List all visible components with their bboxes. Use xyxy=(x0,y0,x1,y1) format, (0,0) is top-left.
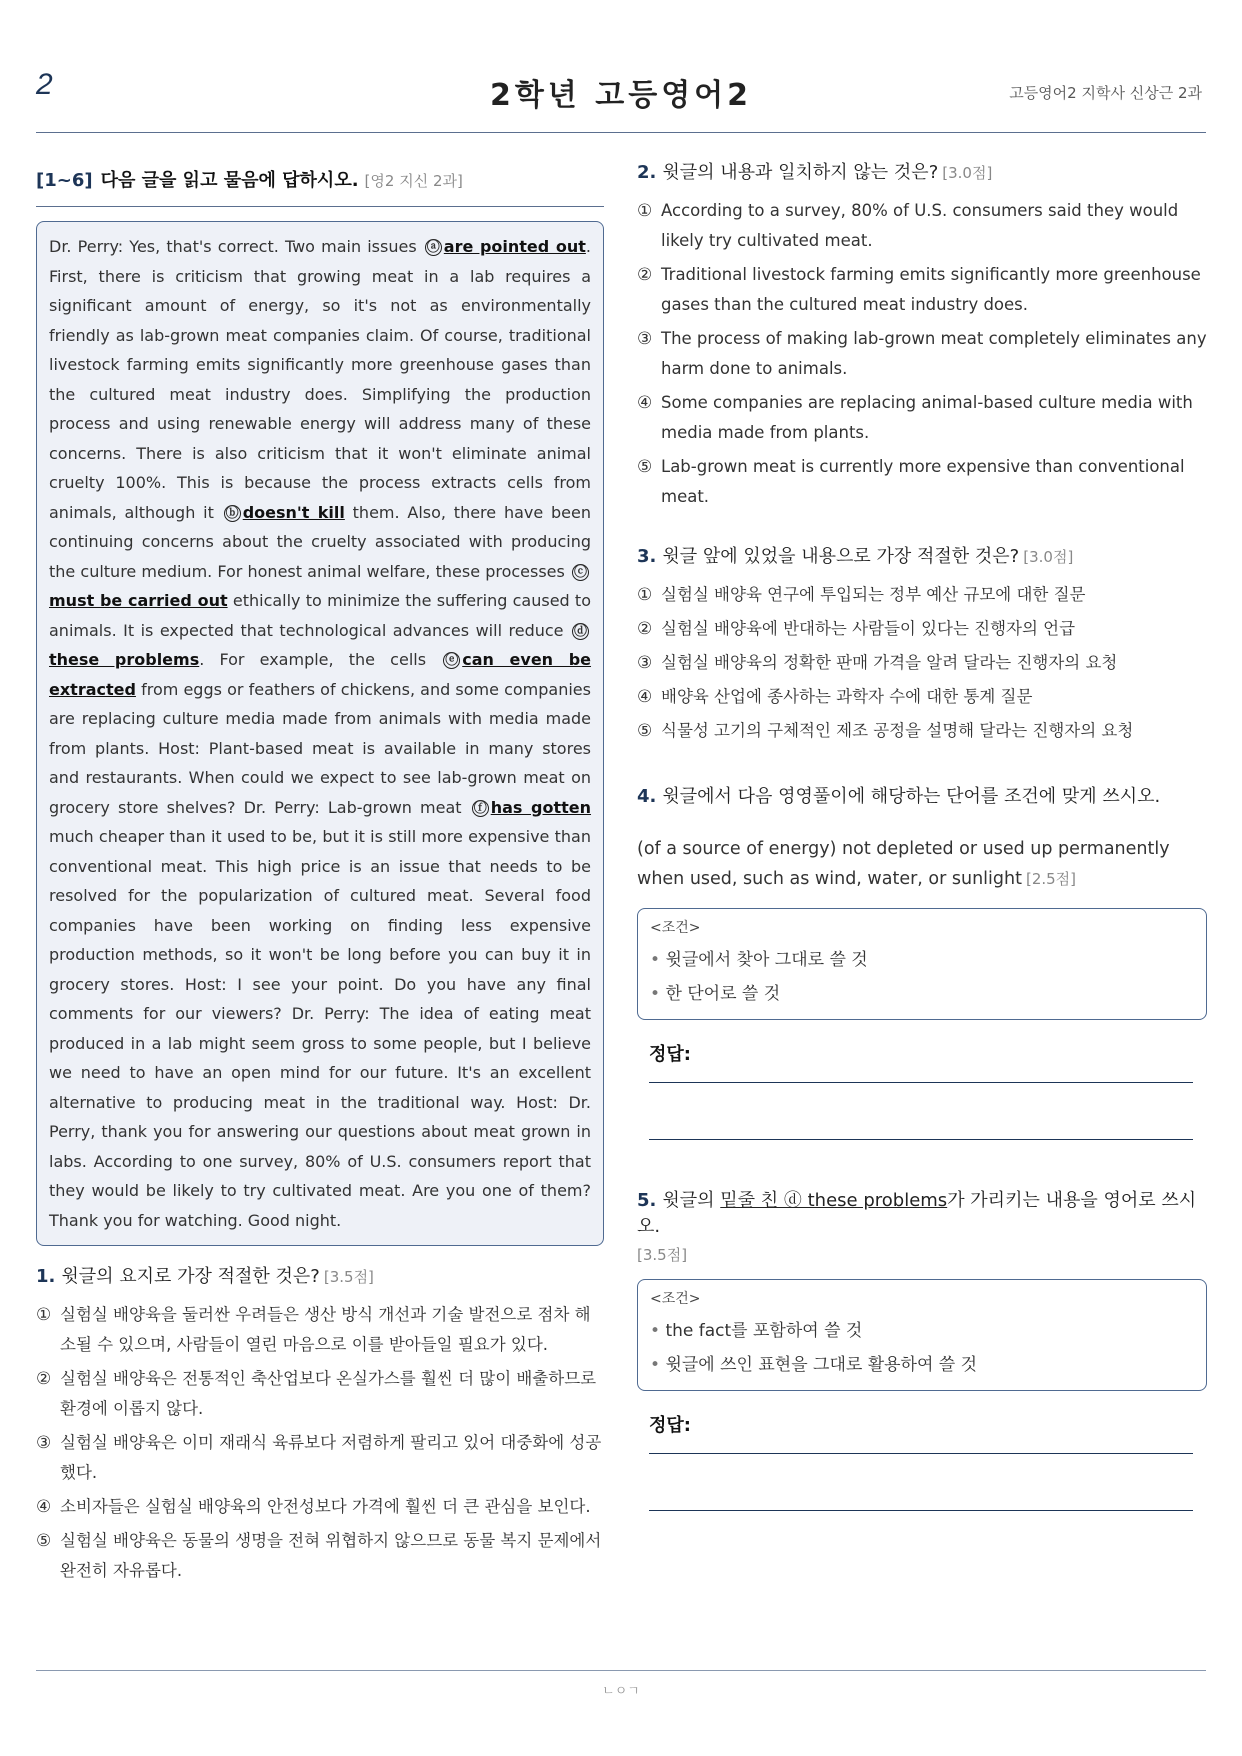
question-5 xyxy=(637,1186,1207,1511)
page-meta: 고등영어2 지학사 신상근 2과 xyxy=(1009,84,1202,102)
left-column xyxy=(36,166,604,1590)
underlined-f: has gotten xyxy=(490,797,592,817)
condition-item: • 한 단어로 쓸 것 xyxy=(650,977,1194,1011)
option-text: The process of making lab-grown meat completely eliminates any harm done to animals. xyxy=(661,329,1207,378)
question-text: 윗글 앞에 있었을 내용으로 가장 적절한 것은? xyxy=(662,546,1020,567)
definition: (of a source of energy) not depleted or used up permanently when used, such as wind, water, or sunlight xyxy=(637,839,1170,889)
option-text: 실험실 배양육은 이미 재래식 육류보다 저렴하게 팔리고 있어 대중화에 성공했다. xyxy=(60,1433,602,1482)
option-2[interactable] xyxy=(36,1364,604,1424)
conditions-box xyxy=(637,1279,1207,1391)
page-number: 2 xyxy=(36,68,53,101)
option-text: Some companies are replacing animal-based culture media with media made from plants. xyxy=(661,393,1193,442)
conditions-label: <조건> xyxy=(650,1291,701,1307)
answer-label: 정답: xyxy=(649,1044,691,1065)
option-2[interactable] xyxy=(637,260,1207,320)
underlined-a: are pointed out xyxy=(443,237,586,256)
option-mark: ④ xyxy=(36,1497,52,1517)
option-mark: ① xyxy=(36,1305,52,1325)
question-points: [3.5점] xyxy=(323,1268,374,1286)
option-5[interactable] xyxy=(637,716,1207,746)
question-number: 2. xyxy=(637,162,657,183)
question-points: [3.5점] xyxy=(637,1246,688,1264)
header-divider xyxy=(36,132,1206,133)
option-mark: ③ xyxy=(637,653,653,673)
option-text: Lab-grown meat is currently more expensive than conventional meat. xyxy=(661,457,1185,506)
footer-divider xyxy=(36,1670,1206,1671)
option-text: 실험실 배양육은 전통적인 축산업보다 온실가스를 훨씬 더 많이 배출하므로 환경에 이롭지 않다. xyxy=(60,1369,597,1418)
question-points: [2.5점] xyxy=(1025,870,1077,888)
option-2[interactable] xyxy=(637,614,1207,644)
option-mark: ③ xyxy=(36,1433,52,1453)
option-mark: ④ xyxy=(637,687,653,707)
question-points: [3.0점] xyxy=(942,164,993,182)
option-4[interactable] xyxy=(637,388,1207,448)
option-text: Traditional livestock farming emits significantly more greenhouse gases than the cultured meat industry does. xyxy=(661,265,1201,314)
section-heading xyxy=(36,166,604,207)
option-mark: ② xyxy=(637,265,653,285)
option-mark: ④ xyxy=(637,393,653,413)
definition-text xyxy=(637,834,1207,894)
marker-c: ⓒ xyxy=(573,564,587,580)
marker-a: ⓐ xyxy=(426,240,440,255)
option-4[interactable] xyxy=(36,1492,604,1522)
passage-text: ethically to minimize the suffering caused to animals. It is expected that technological advances will reduce xyxy=(49,591,591,640)
page-title: 2학년 고등영어2 xyxy=(489,78,753,113)
passage-text: . First, there is criticism that growing meat in a lab requires a significant amount of energy, so it's not as environmentally friendly as lab-grown meat companies claim. Of course, traditional livestock farming emits significantly more greenhouse gases than the cultured meat industry does. Simplifying the production process and using renewable energy will address many of these concerns. There is also criticism that it won't eliminate animal cruelty 100%. This is because the process extracts cells from animals, although it xyxy=(49,237,591,522)
underlined-c: must be carried out xyxy=(49,591,228,610)
option-3[interactable] xyxy=(637,324,1207,384)
option-text: 실험실 배양육에 반대하는 사람들이 있다는 진행자의 언급 xyxy=(661,619,1076,638)
question-number: 1. xyxy=(36,1266,56,1287)
question-title xyxy=(637,542,1207,568)
question-text: 가 가리키는 내용을 영어로 쓰시오. xyxy=(637,1190,1197,1237)
passage-text: them. Also, there have been continuing concerns about the cruelty associated with producing the culture medium. For honest animal welfare, these processes xyxy=(49,502,591,581)
option-text: 소비자들은 실험실 배양육의 안전성보다 가격에 훨씬 더 큰 관심을 보인다. xyxy=(60,1497,591,1516)
underlined-d: these problems xyxy=(49,650,200,669)
underlined-e: can even be extracted xyxy=(49,650,592,699)
option-3[interactable] xyxy=(637,648,1207,678)
option-mark: ② xyxy=(36,1369,52,1389)
underlined-b: doesn't kill xyxy=(242,502,345,522)
option-3[interactable] xyxy=(36,1428,604,1488)
passage-text: much cheaper than it used to be, but it is still more expensive than conventional meat. This high price is an issue that needs to be resolved for the popularization of cultured meat. Several food companies have been working on finding less expensive production methods, so it won't be long before you can buy it in grocery stores. Host: I see your point. Do you have any final comments for our viewers? Dr. Perry: The idea of eating meat produced in a lab might seem gross to some people, but I believe we need to have an open mind for our future. It's an excellent alternative to producing meat in the traditional way. Host: Dr. Perry, thank you for answering our questions about meat grown in labs. According to one survey, 80% of U.S. consumers report that they would be likely to try cultivated meat. Are you one of them? Thank you for watching. Good night. xyxy=(49,827,591,1230)
question-4 xyxy=(637,782,1207,1140)
option-mark: ① xyxy=(637,201,653,221)
question-text: 윗글에서 다음 영영풀이에 해당하는 단어를 조건에 맞게 쓰시오. xyxy=(662,786,1161,807)
question-number: 3. xyxy=(637,546,657,567)
marker-e: ⓔ xyxy=(445,653,459,668)
option-text: 실험실 배양육의 정확한 판매 가격을 알려 달라는 진행자의 요청 xyxy=(661,653,1118,672)
option-mark: ⑤ xyxy=(637,721,653,741)
question-points: [3.0점] xyxy=(1023,548,1074,566)
reading-passage xyxy=(36,221,604,1246)
answer-line[interactable] xyxy=(649,1139,1193,1140)
question-underlined-ref: 밑줄 친 ⓓ these problems xyxy=(720,1190,948,1211)
section-range: [1~6] xyxy=(36,170,93,191)
option-text: According to a survey, 80% of U.S. consumers said they would likely try cultivated meat. xyxy=(661,201,1179,250)
right-column xyxy=(637,158,1207,1511)
question-text: 윗글의 내용과 일치하지 않는 것은? xyxy=(662,162,939,183)
answer-line[interactable] xyxy=(649,1510,1193,1511)
question-title xyxy=(637,782,1207,808)
option-1[interactable] xyxy=(637,196,1207,256)
option-text: 실험실 배양육 연구에 투입되는 정부 예산 규모에 대한 질문 xyxy=(661,585,1086,604)
answer-line[interactable] xyxy=(649,1453,1193,1454)
option-text: 식물성 고기의 구체적인 제조 공정을 설명해 달라는 진행자의 요청 xyxy=(661,721,1134,740)
option-mark: ③ xyxy=(637,329,653,349)
question-text: 윗글의 요지로 가장 적절한 것은? xyxy=(61,1266,320,1287)
passage-text: Dr. Perry: Yes, that's correct. Two main issues xyxy=(49,237,417,256)
option-1[interactable] xyxy=(637,580,1207,610)
condition-item: • the fact를 포함하여 쓸 것 xyxy=(650,1314,1194,1348)
section-source: [영2 지신 2과] xyxy=(364,172,463,190)
marker-b: ⓑ xyxy=(225,505,239,521)
question-text: 윗글의 xyxy=(662,1190,715,1211)
marker-f: ⓕ xyxy=(473,800,487,816)
option-text: 배양육 산업에 종사하는 과학자 수에 대한 통계 질문 xyxy=(661,687,1033,706)
answer-label: 정답: xyxy=(649,1415,691,1436)
option-text: 실험실 배양육은 동물의 생명을 전혀 위협하지 않으므로 동물 복지 문제에서 완전히 자유롭다. xyxy=(60,1531,602,1580)
answer-line[interactable] xyxy=(649,1082,1193,1083)
option-text: 실험실 배양육을 둘러싼 우려들은 생산 방식 개선과 기술 발전으로 점차 해소될 수 있으며, 사람들이 열린 마음으로 이를 받아들일 필요가 있다. xyxy=(60,1305,591,1354)
footer-mark: ㄴㅇㄱ xyxy=(602,1684,640,1699)
conditions-label: <조건> xyxy=(650,920,701,936)
section-title: 다음 글을 읽고 물음에 답하시오. xyxy=(100,170,359,191)
conditions-box xyxy=(637,908,1207,1020)
condition-item: • 윗글에 쓰인 표현을 그대로 활용하여 쓸 것 xyxy=(650,1348,1194,1382)
option-mark: ① xyxy=(637,585,653,605)
option-mark: ⑤ xyxy=(637,457,653,477)
option-mark: ② xyxy=(637,619,653,639)
question-3 xyxy=(637,542,1207,746)
passage-text: . For example, the cells xyxy=(199,650,427,669)
option-mark: ⑤ xyxy=(36,1531,52,1551)
question-title xyxy=(637,158,1207,184)
option-4[interactable] xyxy=(637,682,1207,712)
option-1[interactable] xyxy=(36,1300,604,1360)
question-number: 4. xyxy=(637,786,657,807)
question-1 xyxy=(36,1262,604,1586)
condition-item: • 윗글에서 찾아 그대로 쓸 것 xyxy=(650,943,1194,977)
question-title xyxy=(637,1186,1207,1238)
question-number: 5. xyxy=(637,1190,657,1211)
question-2 xyxy=(637,158,1207,512)
option-5[interactable] xyxy=(36,1526,604,1586)
passage-text: from eggs or feathers of chickens, and some companies are replacing culture media made from animals with media made from plants. Host: Plant-based meat is available in many stores and restaurants. When could we expect to see lab-grown meat on grocery store shelves? Dr. Perry: Lab-grown meat xyxy=(49,679,591,817)
option-5[interactable] xyxy=(637,452,1207,512)
question-title xyxy=(36,1262,604,1288)
marker-d: ⓓ xyxy=(573,623,587,639)
